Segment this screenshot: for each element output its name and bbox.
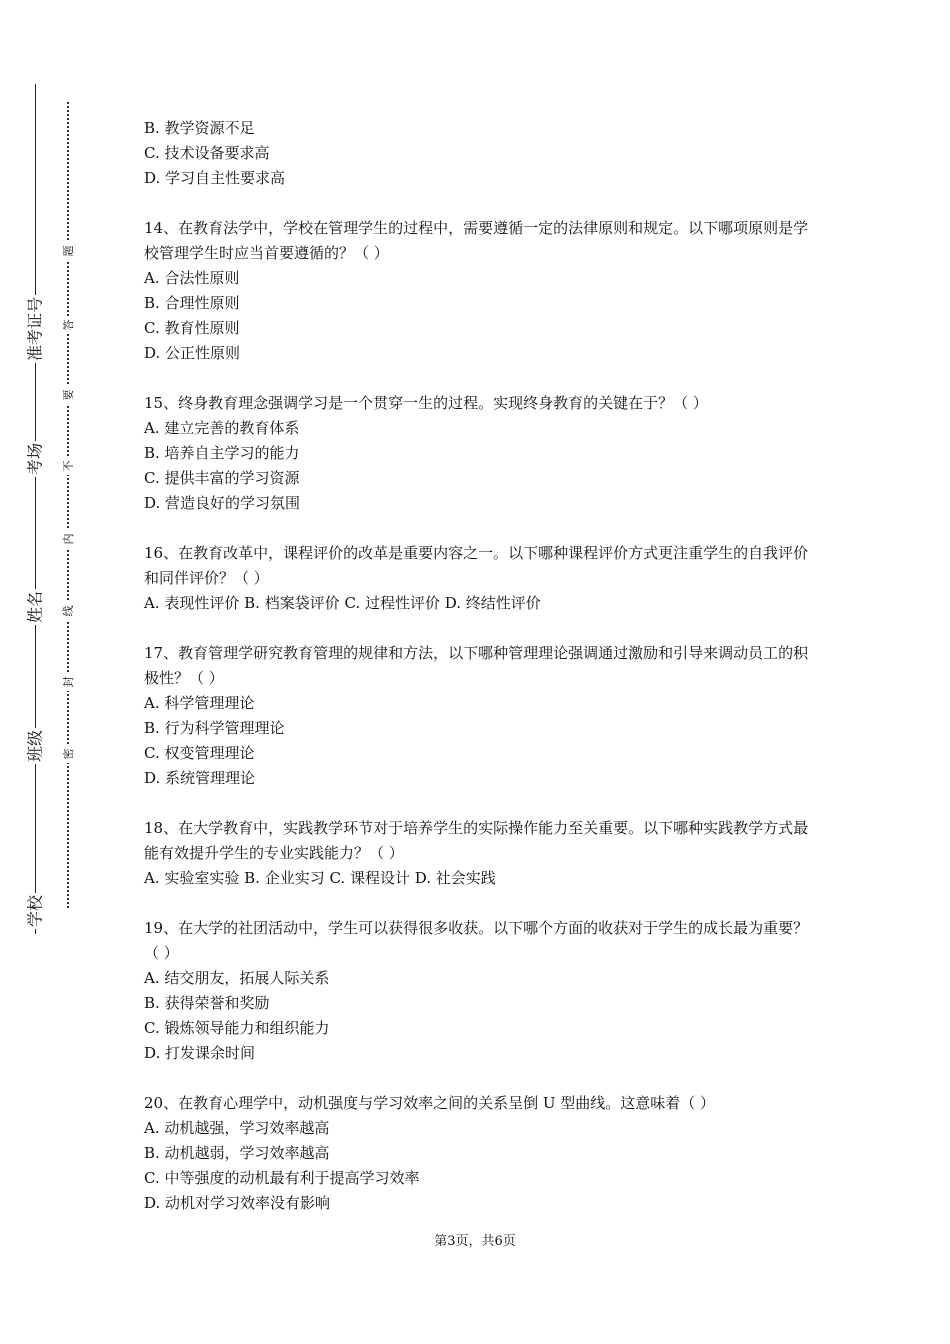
school-field[interactable]	[14, 866, 54, 956]
name-field[interactable]	[14, 562, 54, 652]
option[interactable]: C. 权变管理理论	[144, 744, 255, 762]
option[interactable]: C. 提供丰富的学习资源	[144, 469, 300, 487]
option[interactable]: A. 动机越强，学习效率越高	[144, 1119, 330, 1137]
option[interactable]: D. 打发课余时间	[144, 1044, 256, 1062]
question-15	[144, 391, 814, 516]
seal-char: 线	[59, 602, 77, 620]
question-stem: 19、在大学的社团活动中，学生可以获得很多收获。以下哪个方面的收获对于学生的成长最为重要？（ ）	[144, 919, 809, 962]
question-16	[144, 541, 814, 616]
class-label: 班级	[23, 728, 46, 764]
option[interactable]: A. 科学管理理论	[144, 694, 255, 712]
seal-char: 要	[59, 386, 77, 404]
page-number: 第3页，共6页	[434, 1234, 516, 1249]
question-19	[144, 916, 814, 1066]
option[interactable]: B. 合理性原则	[144, 294, 240, 312]
option[interactable]: B. 获得荣誉和奖励	[144, 994, 270, 1012]
seal-dotted-line	[67, 102, 69, 908]
room-field[interactable]	[14, 414, 54, 504]
option-row[interactable]: A. 表现性评价 B. 档案袋评价 C. 过程性评价 D. 终结性评价	[144, 594, 541, 612]
option[interactable]: C. 教育性原则	[144, 319, 240, 337]
option[interactable]: D. 动机对学习效率没有影响	[144, 1194, 331, 1212]
option[interactable]: D. 学习自主性要求高	[144, 169, 286, 187]
option[interactable]: B. 教学资源不足	[144, 119, 255, 137]
exam-id-field[interactable]	[14, 284, 54, 374]
option[interactable]: D. 营造良好的学习氛围	[144, 494, 301, 512]
option[interactable]: A. 合法性原则	[144, 269, 240, 287]
class-field[interactable]	[14, 701, 54, 791]
question-14	[144, 216, 814, 366]
question-stem: 16、在教育改革中，课程评价的改革是重要内容之一。以下哪种课程评价方式更注重学生的自我评价和同伴评价？（ ）	[144, 544, 809, 587]
school-label: 学校	[23, 893, 46, 929]
question-stem: 14、在教育法学中，学校在管理学生的过程中，需要遵循一定的法律原则和规定。以下哪项原则是学校管理学生时应当首要遵循的？（ ）	[144, 219, 809, 262]
option[interactable]: B. 动机越弱，学习效率越高	[144, 1144, 330, 1162]
option[interactable]: A. 建立完善的教育体系	[144, 419, 300, 437]
seal-char: 封	[59, 673, 77, 691]
binding-margin	[14, 84, 54, 934]
question-list	[144, 116, 814, 1241]
question-18	[144, 816, 814, 891]
seal-char: 题	[59, 242, 77, 260]
option[interactable]: B. 培养自主学习的能力	[144, 444, 300, 462]
option[interactable]: D. 公正性原则	[144, 344, 241, 362]
seal-char: 密	[59, 745, 77, 763]
exam-id-label: 准考证号	[23, 295, 46, 363]
question-stem: 18、在大学教育中，实践教学环节对于培养学生的实际操作能力至关重要。以下哪种实践教学方式最能有效提升学生的专业实践能力？（ ）	[144, 819, 809, 862]
seal-char: 不	[59, 457, 77, 475]
binding-line	[35, 84, 36, 934]
seal-char: 内	[59, 530, 77, 548]
question-13-continued	[144, 116, 814, 191]
question-stem: 17、教育管理学研究教育管理的规律和方法，以下哪种管理理论强调通过激励和引导来调动员工的积极性？（ ）	[144, 644, 809, 687]
option[interactable]: D. 系统管理理论	[144, 769, 256, 787]
question-17	[144, 641, 814, 791]
option-row[interactable]: A. 实验室实验 B. 企业实习 C. 课程设计 D. 社会实践	[144, 869, 496, 887]
question-stem: 15、终身教育理念强调学习是一个贯穿一生的过程。实现终身教育的关键在于？（ ）	[144, 394, 708, 412]
option[interactable]: C. 中等强度的动机最有利于提高学习效率	[144, 1169, 420, 1187]
option[interactable]: B. 行为科学管理理论	[144, 719, 285, 737]
option[interactable]: A. 结交朋友，拓展人际关系	[144, 969, 330, 987]
question-20	[144, 1091, 814, 1216]
seal-char: 答	[59, 316, 77, 334]
room-label: 考场	[23, 441, 46, 477]
option[interactable]: C. 技术设备要求高	[144, 144, 270, 162]
option[interactable]: C. 锻炼领导能力和组织能力	[144, 1019, 330, 1037]
question-stem: 20、在教育心理学中，动机强度与学习效率之间的关系呈倒 U 型曲线。这意味着（ ）	[144, 1094, 716, 1112]
name-label: 姓名	[23, 589, 46, 625]
